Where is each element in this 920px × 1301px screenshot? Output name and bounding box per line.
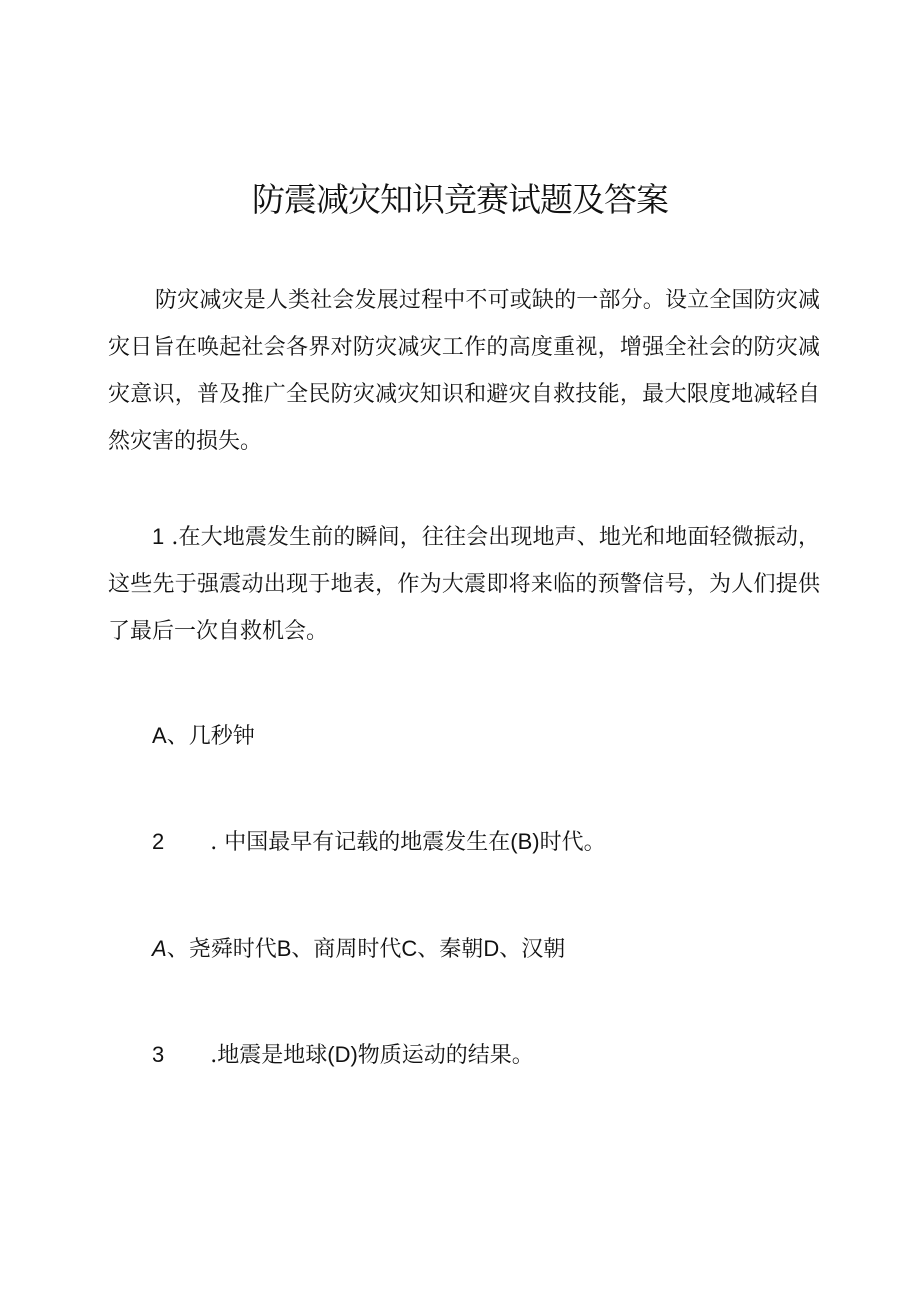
- question-2-text-after: 时代。: [539, 830, 606, 855]
- option-b-text: 、商周时代: [291, 937, 402, 962]
- question-3-text-before: .地震是地球: [210, 1043, 328, 1068]
- option-d-letter: D: [483, 936, 500, 961]
- question-3: [152, 1035, 534, 1076]
- question-1-number: 1: [152, 524, 165, 549]
- option-d-text: 、汉朝: [499, 937, 566, 962]
- question-1: [108, 513, 820, 655]
- question-1-text: .在大地震发生前的瞬间，往往会出现地声、地光和地面轻微振动，这些先于强震动出现于地表，作为大震即将来临的预警信号，为人们提供了最后一次自救机会。: [108, 525, 820, 644]
- question-3-text-after: 物质运动的结果。: [357, 1043, 534, 1068]
- question-3-answer: (D): [327, 1042, 358, 1067]
- question-2-text-before: . 中国最早有记载的地震发生在: [210, 830, 511, 855]
- question-2-number: 2: [152, 829, 165, 854]
- question-2: [152, 822, 606, 863]
- answer-letter: A: [152, 723, 167, 748]
- question-2-answer: (B): [510, 829, 540, 854]
- option-a-text: 、尧舜时代: [166, 937, 277, 962]
- option-c-text: 、秦朝: [417, 937, 484, 962]
- option-a-letter: A: [152, 936, 167, 961]
- intro-paragraph: 防灾减灾是人类社会发展过程中不可或缺的一部分。设立全国防灾减灾日旨在唤起社会各界对防灾减灾工作的高度重视，增强全社会的防灾减灾意识，普及推广全民防灾减灾知识和避灾自救技能，最大限度地减轻自然灾害的损失。: [108, 288, 820, 454]
- question-1-answer: [152, 716, 255, 757]
- question-3-number: 3: [152, 1042, 165, 1067]
- document-title: 防震减灾知识竞赛试题及答案: [252, 180, 668, 219]
- option-b-letter: B: [276, 936, 292, 961]
- question-2-options: [152, 929, 565, 970]
- answer-text: 、几秒钟: [166, 724, 255, 749]
- option-c-letter: C: [401, 936, 418, 961]
